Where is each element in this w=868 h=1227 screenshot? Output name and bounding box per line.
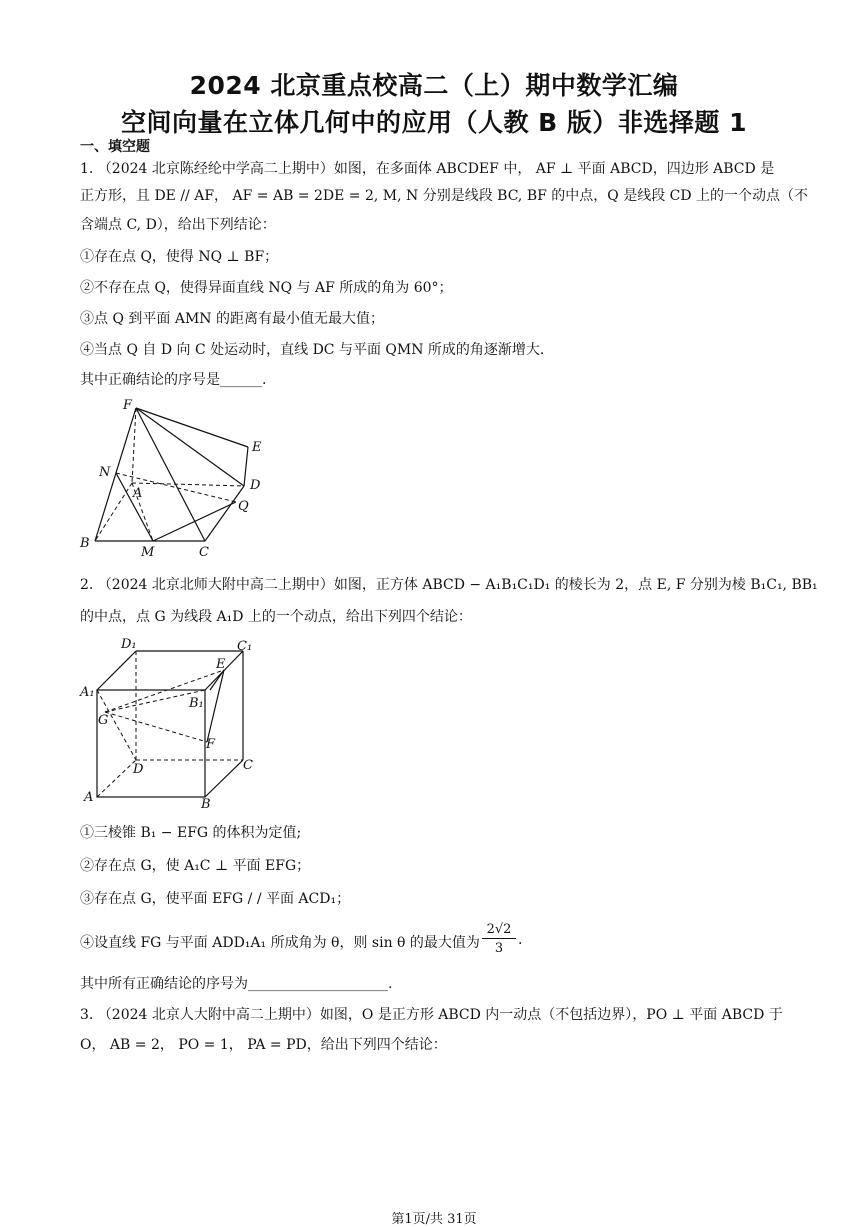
q1-label-b: B	[80, 536, 90, 551]
q1-conclusion-4: ④当点 Q 自 D 向 C 处运动时，直线 DC 与平面 QMN 所成的角逐渐增大.	[80, 342, 545, 358]
q2-conclusion-4: ④设直线 FG 与平面 ADD₁A₁ 所成角为 θ，则 sin θ 的最大值为	[80, 935, 480, 951]
q2-label-e: E	[216, 657, 226, 672]
section-heading: 一、填空题	[80, 139, 150, 155]
q1-label-n: N	[99, 465, 111, 480]
q2-conclusion-2: ②存在点 G，使 A₁C ⊥ 平面 EFG；	[80, 858, 311, 874]
q2-fraction-denominator: 3	[494, 941, 504, 956]
q1-label-c: C	[199, 545, 209, 560]
q1-figure	[75, 392, 275, 564]
q2-label-a1: A₁	[80, 685, 95, 700]
q2-label-g: G	[98, 713, 109, 728]
q3-line-1: 3. （2024 北京人大附中高二上期中）如图，O 是正方形 ABCD 内一动点（不包括边界），PO ⊥ 平面 ABCD 于	[80, 1007, 783, 1023]
q2-fraction-numerator: 2√2	[482, 922, 516, 939]
q3-line-2: O， AB = 2， PO = 1， PA = PD，给出下列四个结论：	[80, 1037, 447, 1053]
q2-conclusion-3: ③存在点 G，使平面 EFG / / 平面 ACD₁；	[80, 891, 351, 907]
q1-label-m: M	[141, 545, 155, 560]
q2-label-c1: C₁	[237, 639, 253, 654]
q1-conclusion-3: ③点 Q 到平面 AMN 的距离有最小值无最大值；	[80, 311, 384, 327]
q2-label-f: F	[206, 737, 216, 752]
page-footer: 第1页/共 31页	[391, 1212, 477, 1227]
q1-label-d: D	[250, 478, 261, 493]
q2-line-2: 的中点，点 G 为线段 A₁D 上的一个动点，给出下列四个结论：	[80, 609, 472, 625]
q1-line-2: 正方形，且 DE // AF， AF = AB = 2DE = 2, M, N 分别是线段 BC, BF 的中点，Q 是线段 CD 上的一个动点（不	[80, 188, 809, 204]
q1-conclusion-1: ①存在点 Q，使得 NQ ⊥ BF；	[80, 249, 279, 265]
q1-label-f: F	[123, 398, 133, 413]
q2-label-d: D	[133, 762, 144, 777]
title-line-2: 空间向量在立体几何中的应用（人教 B 版）非选择题 1	[120, 108, 748, 137]
q1-line-3: 含端点 C, D），给出下列结论：	[80, 217, 276, 233]
q2-label-b: B	[201, 797, 211, 812]
q1-label-a: A	[133, 486, 143, 501]
q2-line-1: 2. （2024 北京北师大附中高二上期中）如图，正方体 ABCD − A₁B₁C₁D₁ 的棱长为 2，点 E, F 分别为棱 B₁C₁, BB₁	[80, 577, 818, 593]
q2-answer-line: 其中所有正确结论的序号为____________________.	[80, 976, 393, 992]
q2-label-c: C	[243, 758, 253, 773]
q1-answer-line: 其中正确结论的序号是______.	[80, 372, 267, 388]
q2-figure	[78, 632, 268, 812]
q2-label-d1: D₁	[121, 637, 137, 652]
q2-label-b1: B₁	[189, 696, 204, 711]
q1-label-e: E	[252, 440, 262, 455]
q2-fraction	[482, 922, 516, 956]
q1-line-1: 1. （2024 北京陈经纶中学高二上期中）如图，在多面体 ABCDEF 中， AF ⊥ 平面 ABCD，四边形 ABCD 是	[80, 161, 775, 177]
title-line-1: 2024 北京重点校高二（上）期中数学汇编	[189, 71, 679, 100]
q1-conclusion-2: ②不存在点 Q，使得异面直线 NQ 与 AF 所成的角为 60°；	[80, 280, 453, 296]
q2-label-a: A	[84, 790, 94, 805]
q2-conclusion-1: ①三棱锥 B₁ − EFG 的体积为定值;	[80, 825, 302, 841]
q1-label-q: Q	[238, 499, 249, 514]
q2-fraction-tail: .	[518, 932, 523, 948]
